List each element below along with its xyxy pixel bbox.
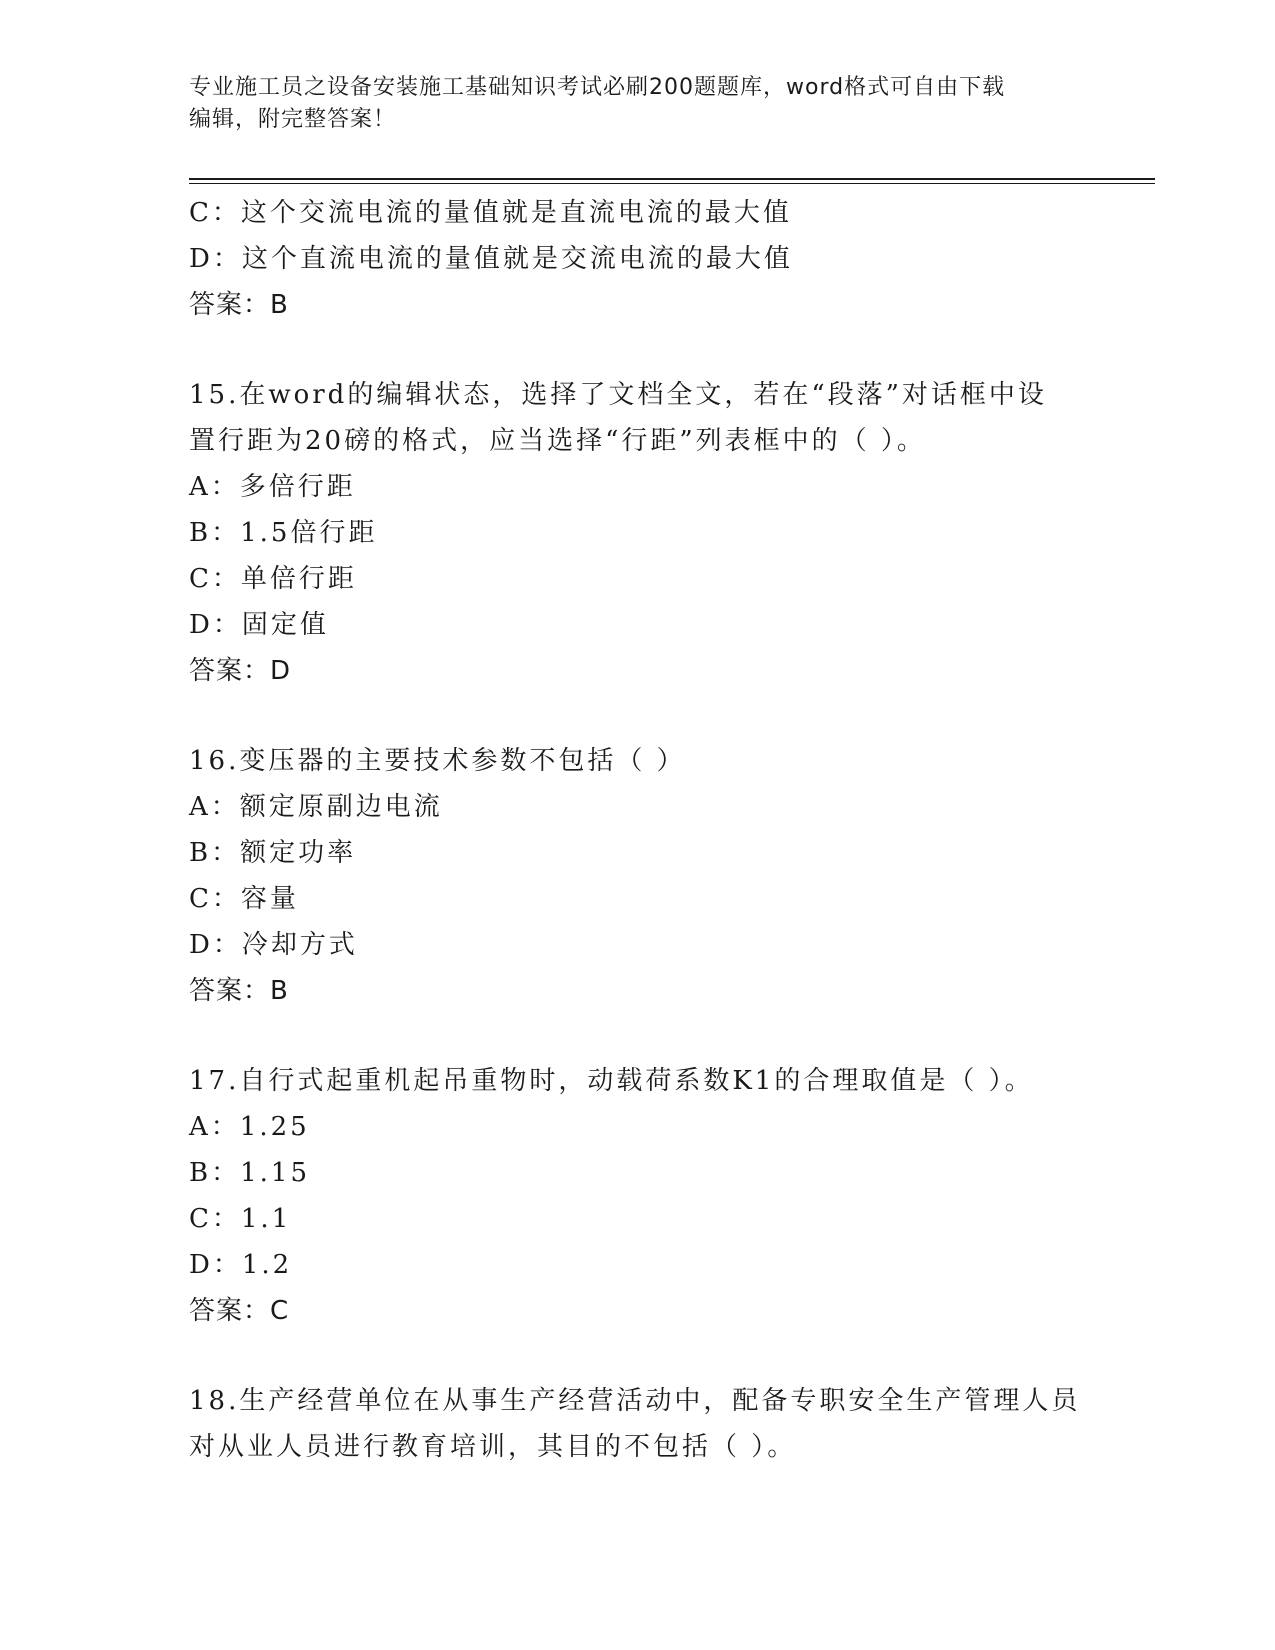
- spacer: [189, 1334, 1089, 1378]
- spacer: [189, 694, 1089, 738]
- spacer: [189, 1014, 1089, 1058]
- option-d: D：固定值: [189, 610, 329, 640]
- option-a: A：额定原副边电流: [189, 792, 443, 822]
- spacer: [189, 328, 1089, 372]
- question-17: [189, 1058, 1089, 1334]
- option-b: B：额定功率: [189, 838, 357, 868]
- header-title-line-2: 编辑，附完整答案！: [189, 107, 397, 132]
- question-stem-line-1: 15.在word的编辑状态，选择了文档全文，若在“段落”对话框中设: [189, 380, 1047, 410]
- answer-line: 答案：B: [189, 976, 289, 1006]
- answer-line: 答案：B: [189, 290, 289, 320]
- option-c: C：这个交流电流的量值就是直流电流的最大值: [189, 198, 792, 228]
- option-b: B：1.5倍行距: [189, 518, 378, 548]
- option-c: C：1.1: [189, 1204, 292, 1234]
- question-stem-line-2: 对从业人员进行教育培训，其目的不包括（ ）。: [189, 1432, 797, 1462]
- question-stem-line-2: 置行距为20磅的格式，应当选择“行距”列表框中的（ ）。: [189, 426, 926, 456]
- question-18: [189, 1378, 1089, 1470]
- option-a: A：1.25: [189, 1112, 310, 1142]
- question-14: [189, 190, 1089, 328]
- question-stem-line-1: 16.变压器的主要技术参数不包括（ ）: [189, 746, 686, 776]
- option-c: C：单倍行距: [189, 564, 357, 594]
- option-b: B：1.15: [189, 1158, 310, 1188]
- answer-line: 答案：C: [189, 1296, 290, 1326]
- document-header: [189, 72, 1089, 136]
- option-c: C：容量: [189, 884, 299, 914]
- option-d: D：1.2: [189, 1250, 293, 1280]
- header-title-line-1: 专业施工员之设备安装施工基础知识考试必刷200题题库，word格式可自由下载: [189, 75, 1006, 100]
- question-list: [189, 190, 1089, 1470]
- option-a: A：多倍行距: [189, 472, 356, 502]
- option-d: D：这个直流电流的量值就是交流电流的最大值: [189, 244, 793, 274]
- option-d: D：冷却方式: [189, 930, 358, 960]
- question-15: [189, 372, 1089, 694]
- answer-line: 答案：D: [189, 656, 292, 686]
- question-stem-line-1: 17.自行式起重机起吊重物时，动载荷系数K1的合理取值是（ ）。: [189, 1066, 1034, 1096]
- question-16: [189, 738, 1089, 1014]
- header-divider-thick: [189, 178, 1155, 180]
- question-stem-line-1: 18.生产经营单位在从事生产经营活动中，配备专职安全生产管理人员: [189, 1386, 1081, 1416]
- header-divider-thin: [189, 183, 1155, 184]
